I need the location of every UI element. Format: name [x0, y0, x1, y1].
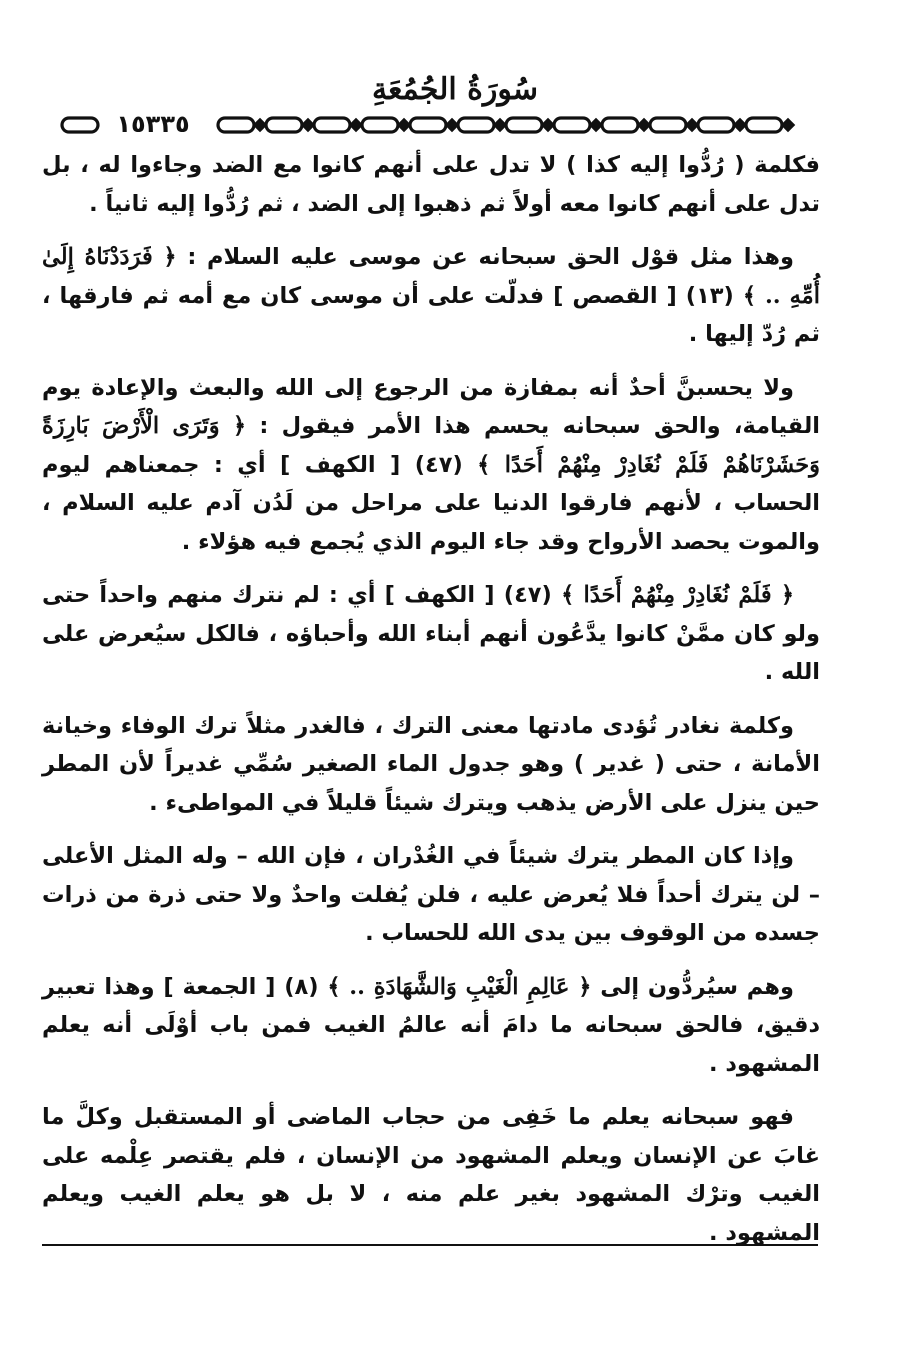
paragraph: [42, 238, 820, 354]
chain-diamond: [303, 120, 313, 130]
text-segment: وهذا مثل قوْل الحق سبحانه عن موسى عليه السلام :: [176, 244, 794, 270]
text-segment: (٤٧) [ الكهف ] أي : لم نترك منهم واحداً حتى ولو كان ممَّنْ كانوا يدَّعُون أنهم أبناء الله وأحباؤه ، فالكل سيُعرض على الله .: [42, 582, 820, 685]
text-segment: (٤٧) [ الكهف ] أي : جمعناهم ليوم الحساب ، لأنهم فارقوا الدنيا على مراحل من لَدُن آدم عليه السلام ، والموت يحصد الأرواح وقد جاء اليوم الذي يُجمع فيه هؤلاء .: [42, 451, 820, 555]
chain-link: [62, 118, 98, 132]
chain-diamond: [399, 120, 409, 130]
paragraph: [42, 837, 820, 953]
chain-diamond: [543, 120, 553, 130]
chain-diamond: [639, 120, 649, 130]
chain-link: [650, 118, 686, 132]
chain-diamond: [783, 120, 793, 130]
chain-link: [458, 118, 494, 132]
chain-diamond: [687, 120, 697, 130]
chain-link: [314, 118, 350, 132]
paragraph: [42, 576, 820, 692]
bottom-rule: [42, 1244, 818, 1246]
chain-link: [554, 118, 590, 132]
text-segment: ولا يحسبنَّ أحدٌ أنه بمفازة من الرجوع إلى الله والبعث والإعادة يوم القيامة، والحق سبحانه يحسم هذا الأمر فيقول :: [42, 374, 821, 439]
paragraph: [42, 146, 820, 223]
chain-link: [698, 118, 734, 132]
chain-link: [602, 118, 638, 132]
text-segment: (٨) [ الجمعة ] وهذا تعبير دقيق، فالحق سبحانه ما دامَ أنه عالمُ الغيب فمن باب أوْلَى أنه يعلم المشهود .: [42, 973, 820, 1077]
body-text: [42, 146, 820, 1267]
paragraph: [42, 707, 820, 823]
chain-diamond: [255, 120, 265, 130]
chain-link: [266, 118, 302, 132]
chain-link: [506, 118, 542, 132]
text-segment: وإذا كان المطر يترك شيئاً في الغُدْران ، فإن الله – وله المثل الأعلى – لن يترك أحداً فلا يُعرض عليه ، فلن يُفلت واحدٌ ولا حتى ذرة من ذرات جسده من الوقوف بين يدى الله للحساب .: [42, 843, 820, 946]
text-segment: فكلمة ( رُدُّوا إليه كذا ) لا تدل على أنهم كانوا مع الضد وجاءوا له ، بل تدل على أنهم كانوا معه أولاً ثم ذهبوا إلى الضد ، ثم رُدُّوا إليه ثانياً .: [42, 152, 820, 217]
quran-verse: ﴿ فَرَدَدْنَاهُ إِلَىٰ أُمِّهِ .. ﴾: [42, 244, 820, 309]
quran-verse: ﴿ فَلَمْ نُغَادِرْ مِنْهُمْ أَحَدًا ﴾: [561, 582, 794, 608]
paragraph: [42, 1098, 820, 1252]
chain-link: [410, 118, 446, 132]
chain-diamond: [591, 120, 601, 130]
paragraph: [42, 369, 820, 562]
quran-verse: ﴿ وَتَرَى الْأَرْضَ بَارِزَةً وَحَشَرْنَاهُمْ فَلَمْ نُغَادِرْ مِنْهُمْ أَحَدًا ﴾: [42, 413, 820, 478]
text-segment: وكلمة نغادر تُؤدى مادتها معنى الترك ، فالغدر مثلاً ترك الوفاء وخيانة الأمانة ، حتى ( غدير ) وهو جدول الماء الصغير سُمِّي غديراً لأن المطر حين ينزل على الأرض يذهب ويترك شيئاً قليلاً في المواطىء .: [42, 712, 820, 816]
quran-verse: ﴿ عَالِمِ الْغَيْبِ وَالشَّهَادَةِ .. ﴾: [327, 973, 592, 1000]
chain-diamond: [495, 120, 505, 130]
chain-diamond: [447, 120, 457, 130]
surah-title: سُورَةُ الجُمُعَةِ: [371, 72, 539, 107]
chain-link: [746, 118, 782, 132]
paragraph: [42, 968, 820, 1084]
text-segment: فهو سبحانه يعلم ما خَفِى من حجاب الماضى أو المستقبل وكلَّ ما غابَ عن الإنسان ويعلم المشهود من الإنسان ، فلم يقتصر عِلْمه على الغيب وترْك المشهود بغير علم منه ، لا بل هو يعلم الغيب ويعلم المشهود .: [42, 1104, 820, 1246]
chain-diamond: [351, 120, 361, 130]
text-segment: وهم سيُردُّون إلى: [591, 973, 794, 1000]
chain-link: [362, 118, 398, 132]
text-segment: (١٣) [ القصص ] فدلّت على أن موسى كان مع أمه ثم فارقها ، ثم رُدّ إليها .: [42, 282, 820, 347]
page-number: ١٥٣٣٥: [103, 108, 203, 140]
chain-link: [218, 118, 254, 132]
chain-diamond: [735, 120, 745, 130]
